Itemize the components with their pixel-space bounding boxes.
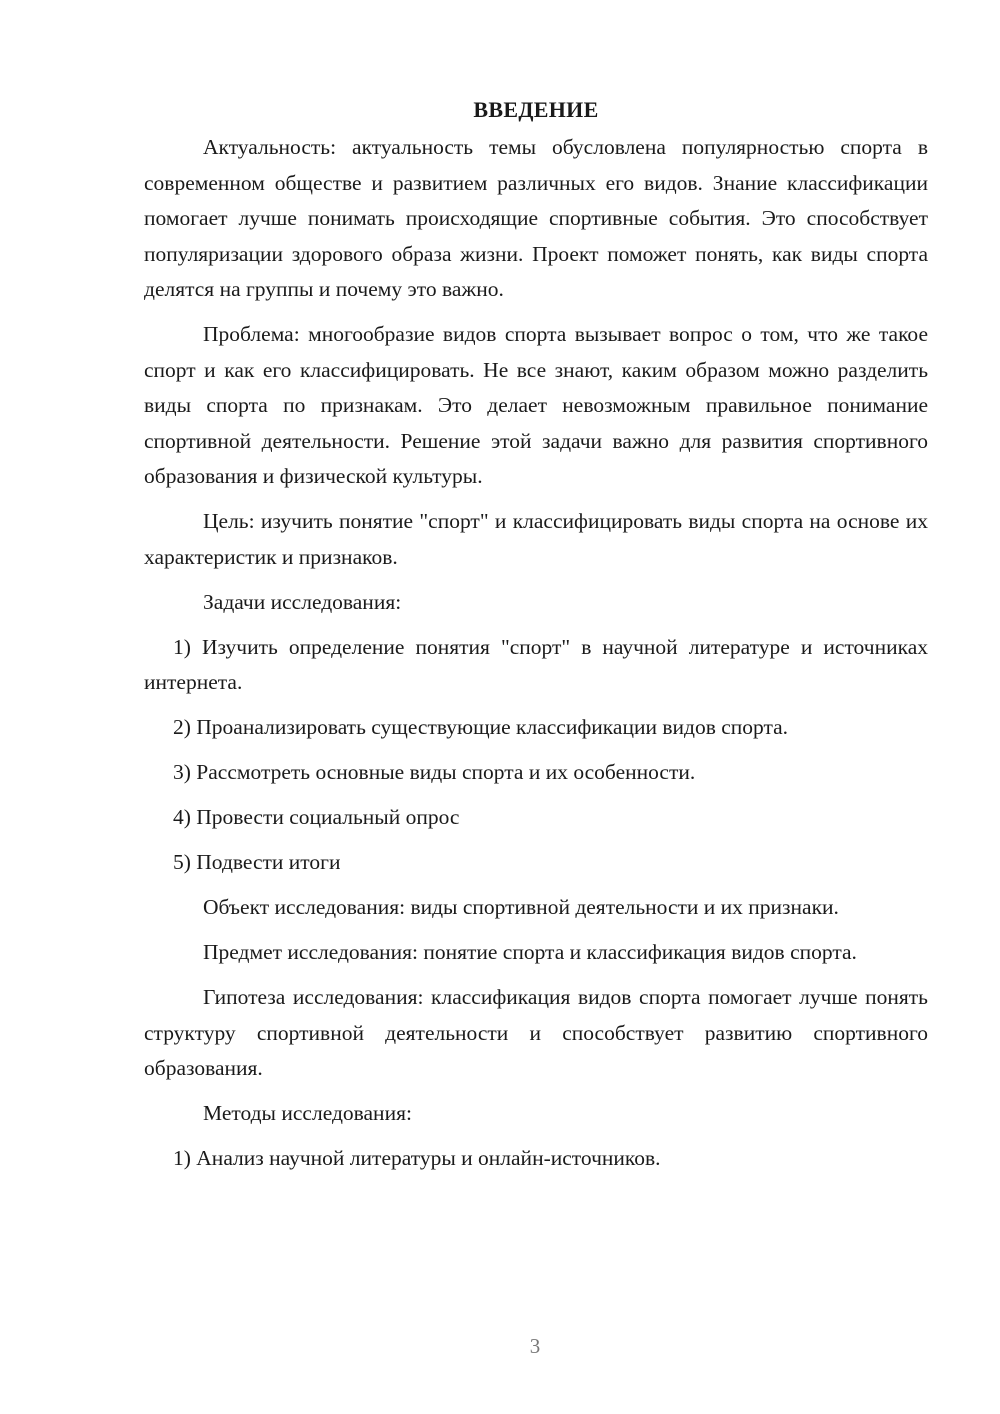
relevance-paragraph: Актуальность: актуальность темы обусловлена популярностью спорта в современном обществе и развитием различных его видов. Знание классификации помогает лучше понимать происходящие спортивные события. Это способствует популяризации здорового образа жизни. Проект поможет понять, как виды спорта делятся на группы и почему это важно.	[144, 135, 928, 301]
tasks-heading: Задачи исследования:	[203, 589, 402, 614]
task-item-3: 3) Рассмотреть основные виды спорта и их особенности.	[173, 760, 696, 784]
task-item-2: 2) Проанализировать существующие классификации видов спорта.	[173, 715, 789, 739]
task-item-4: 4) Провести социальный опрос	[173, 805, 460, 829]
document-page	[144, 92, 928, 1186]
task-item-5: 5) Подвести итоги	[173, 850, 341, 874]
hypothesis-paragraph: Гипотеза исследования: классификация видов спорта помогает лучше понять структуру спортивной деятельности и способствует развитию спортивного образования.	[144, 985, 928, 1080]
goal-paragraph: Цель: изучить понятие "спорт" и классифицировать виды спорта на основе их характеристик и признаков.	[144, 509, 928, 569]
task-item-1: 1) Изучить определение понятия "спорт" в научной литературе и источниках интернета.	[144, 634, 928, 694]
page-number: 3	[529, 1334, 541, 1358]
page-title: ВВЕДЕНИЕ	[473, 97, 599, 122]
subject-paragraph: Предмет исследования: понятие спорта и классификация видов спорта.	[203, 940, 857, 964]
problem-paragraph: Проблема: многообразие видов спорта вызывает вопрос о том, что же такое спорт и как его классифицировать. Не все знают, каким образом можно разделить виды спорта по признакам. Это делает невозможным правильное понимание спортивной деятельности. Решение этой задачи важно для развития спортивного образования и физической культуры.	[144, 322, 928, 488]
methods-heading: Методы исследования:	[203, 1101, 412, 1125]
object-paragraph: Объект исследования: виды спортивной деятельности и их признаки.	[203, 895, 839, 919]
method-item-1: 1) Анализ научной литературы и онлайн-источников.	[173, 1146, 661, 1170]
